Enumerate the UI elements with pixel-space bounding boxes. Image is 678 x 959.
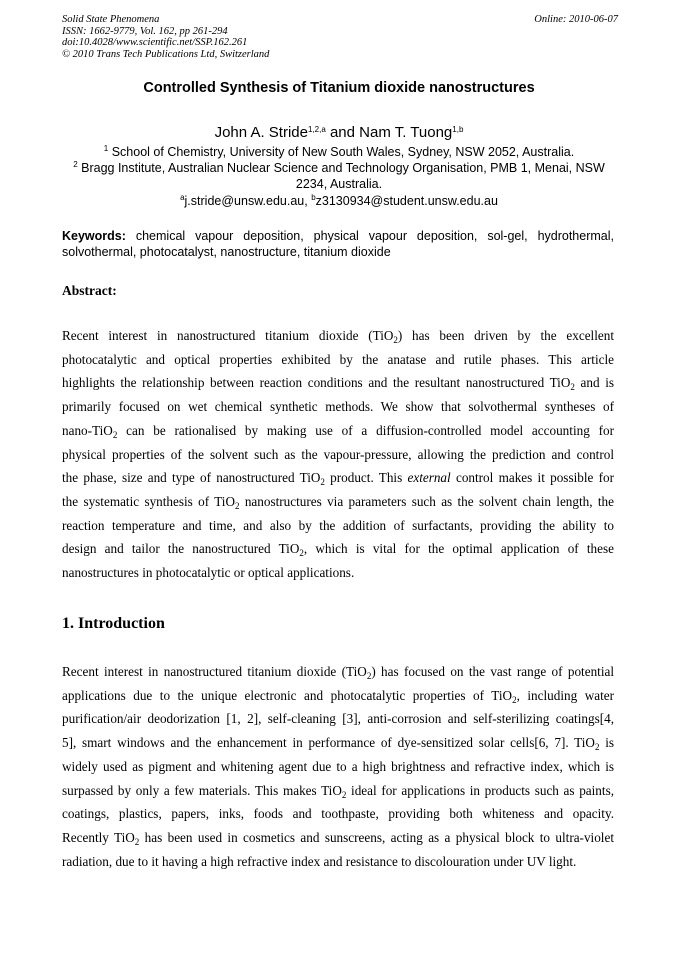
abstract-paragraph — [62, 324, 614, 585]
email-b-mark: b — [311, 193, 316, 202]
issn-line: ISSN: 1662-9779, Vol. 162, pp 261-294 — [62, 25, 228, 37]
affiliation-2-text: Bragg Institute, Australian Nuclear Science and Technology Organisation, PMB 1, Menai, NSW — [77, 161, 605, 175]
author-2: Nam T. Tuong — [359, 124, 453, 141]
intro-line: coatings, plastics, papers, inks, foods and toothpaste, providing both whiteness and opacity. — [62, 806, 614, 822]
author-and: and — [325, 124, 360, 141]
author-1: John A. Stride — [214, 124, 308, 141]
author-line — [62, 124, 616, 141]
email-b: z3130934@student.unsw.edu.au — [315, 194, 498, 208]
author-2-affil: 1,b — [452, 125, 464, 134]
paper-title: Controlled Synthesis of Titanium dioxide nanostructures — [143, 80, 535, 96]
intro-line: purification/air deodorization [1, 2], self-cleaning [3], anti-corrosion and self-sterilizing coatings[4, — [62, 711, 614, 727]
intro-line: 5], smart windows and the enhancement in performance of dye-sensitized solar cells[6, 7]. TiO$_2$ is — [62, 735, 615, 753]
abstract-line: highlights the relationship between reaction conditions and the resultant nanostructured TiO$_2$ and is — [62, 375, 614, 393]
doi-line: doi:10.4028/www.scientific.net/SSP.162.261 — [62, 37, 248, 48]
affiliation-2-mark: 2 — [73, 160, 78, 169]
keywords-text: chemical vapour deposition, physical vapour deposition, sol-gel, hydrothermal, solvothermal, photocatalyst, nanostructure, titanium dioxide — [62, 229, 614, 259]
affiliation-2 — [62, 160, 616, 192]
keywords — [62, 228, 614, 260]
abstract-line: nano-TiO$_2$ can be rationalised by making use of a diffusion-controlled model accounting for — [62, 422, 614, 440]
journal-name: Solid State Phenomena — [62, 14, 160, 25]
abstract-heading: Abstract: — [62, 283, 117, 298]
intro-line: surpassed by only a few materials. This makes TiO$_2$ ideal for applications in products such as paints, — [62, 782, 614, 800]
abstract-line: nanostructures in photocatalytic or optical applications. — [62, 565, 355, 581]
intro-line: applications due to the unique electronic and photocatalytic properties of TiO$_2$, including water — [62, 687, 614, 705]
affiliation-1 — [62, 144, 616, 160]
keywords-label: Keywords: — [62, 229, 126, 243]
affiliation-1-text: School of Chemistry, University of New South Wales, Sydney, NSW 2052, Australia. — [108, 145, 575, 159]
author-1-affil: 1,2,a — [308, 125, 326, 134]
email-line — [62, 194, 616, 208]
abstract-line: reaction temperature and time, and also by the addition of surfactants, providing the ability to — [62, 517, 614, 533]
abstract-line: Recent interest in nanostructured titanium dioxide (TiO$_2$) has been driven by the excellent — [62, 328, 614, 345]
abstract-line: the phase, size and type of nanostructured TiO$_2$ product. This external control makes it possible for — [62, 470, 614, 488]
abstract-line: design and tailor the nanostructured TiO$_2$, which is vital for the optimal application of these — [62, 541, 614, 559]
abstract-line: photocatalytic and optical properties exhibited by the anatase and rutile phases. This article — [62, 351, 614, 367]
intro-line: widely used as pigment and whitening agent due to a high brightness and refractive index, which is — [62, 758, 614, 774]
intro-line: Recently TiO$_2$ has been used in cosmetics and sunscreens, acting as a physical block to ultra-violet — [62, 829, 614, 847]
intro-line: radiation, due to it having a high refractive index and resistance to discolouration under UV light. — [62, 853, 577, 869]
affiliation-2-text-cont: 2234, Australia. — [295, 177, 383, 191]
online-date: Online: 2010-06-07 — [534, 14, 618, 25]
abstract-line: primarily focused on wet chemical synthetic methods. We show that solvothermal syntheses of — [62, 399, 614, 415]
introduction-heading: 1. Introduction — [62, 615, 165, 632]
introduction-paragraph — [62, 660, 614, 873]
journal-header — [62, 14, 618, 60]
abstract-line: physical properties of the solvent such as the vapour-pressure, allowing the prediction and control — [62, 446, 614, 462]
abstract-line: the systematic synthesis of TiO$_2$ nanostructures via parameters such as the solvent chain length, the — [62, 493, 614, 511]
copyright-line: © 2010 Trans Tech Publications Ltd, Switzerland — [62, 48, 270, 60]
email-a: j.stride@unsw.edu.au, — [184, 194, 312, 208]
email-a-mark: a — [180, 193, 185, 202]
intro-line: Recent interest in nanostructured titanium dioxide (TiO$_2$) has focused on the vast range of potential — [62, 664, 615, 681]
affiliation-1-mark: 1 — [103, 144, 109, 153]
